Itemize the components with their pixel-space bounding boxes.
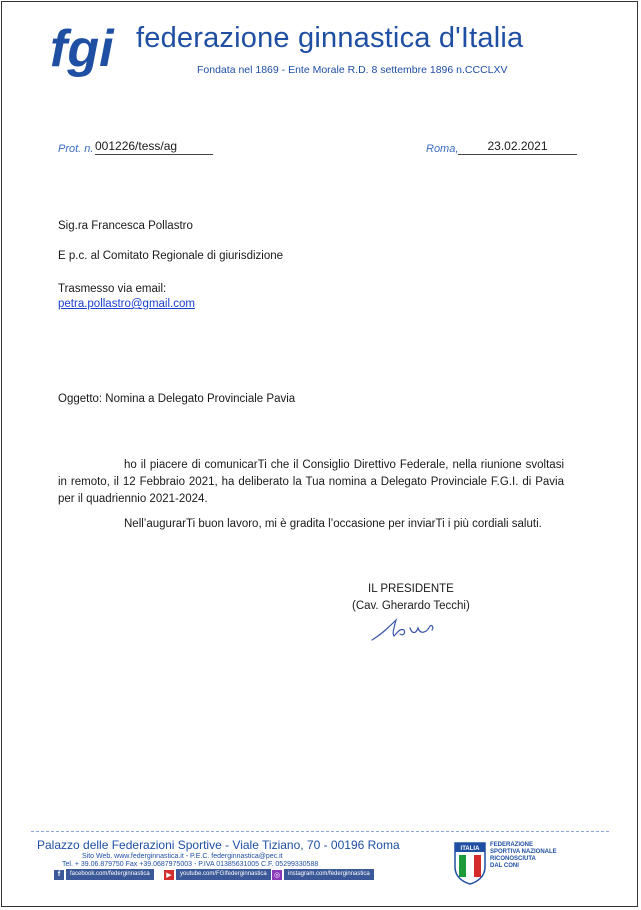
logo-text: fgi: [50, 20, 114, 78]
coni-badge-text: ITALIA: [460, 846, 480, 852]
coni-recognition-text: FEDERAZIONE SPORTIVA NAZIONALE RICONOSCIUTA DAL CONI: [490, 842, 557, 869]
prot-label: Prot. n.: [58, 143, 94, 155]
footer-phone-line: Tel. + 39.06.879750 Fax +39.0687975003 - P.IVA 01385631005 C.F. 05299330588: [62, 861, 319, 868]
prot-number: 001226/tess/ag: [95, 139, 213, 155]
footer-divider: [31, 831, 609, 832]
youtube-label: youtube.com/FGIfederginnastica: [176, 869, 271, 880]
coni-shield-logo: [453, 841, 487, 885]
letter-date: 23.02.2021: [458, 139, 577, 155]
signature-title: IL PRESIDENTE: [368, 583, 454, 595]
youtube-link[interactable]: [164, 869, 271, 880]
page-border: [1, 1, 638, 907]
recipient-email-link[interactable]: petra.pollastro@gmail.com: [58, 298, 195, 310]
instagram-icon: ◎: [273, 871, 281, 879]
facebook-icon: f: [54, 870, 64, 880]
federation-subtitle: Fondata nel 1869 - Ente Morale R.D. 8 settembre 1896 n.CCCLXV: [197, 64, 508, 76]
footer-address: Palazzo delle Federazioni Sportive - Viale Tiziano, 70 - 00196 Roma: [37, 838, 400, 852]
facebook-link[interactable]: [54, 869, 154, 880]
body-paragraph-1-text: ho il piacere di comunicarTi che il Consiglio Direttivo Federale, nella riunione svoltasi in remoto, il 12 Febbraio 2021, ha deliberato la Tua nomina a Delegato Provinciale F.G.I. di Pavia per il quadriennio 2021-2024.: [58, 459, 564, 505]
transmit-label: Trasmesso via email:: [58, 283, 167, 295]
body-paragraph-1: [58, 457, 564, 508]
fgi-logo: [48, 18, 126, 80]
signature-name: (Cav. Gherardo Tecchi): [352, 600, 470, 612]
recipient-name: Sig.ra Francesca Pollastro: [58, 220, 193, 232]
instagram-link[interactable]: [272, 869, 374, 880]
footer-web-line: Sito Web. www.federginnastica.it - P.E.C. federginnastica@pec.it: [82, 853, 283, 860]
instagram-label: instagram.com/federginnastica: [284, 869, 374, 880]
place-label: Roma,: [426, 143, 459, 155]
subject-line: Oggetto: Nomina a Delegato Provinciale Pavia: [58, 393, 296, 405]
federation-title: federazione ginnastica d'Italia: [136, 22, 524, 54]
facebook-label: facebook.com/federginnastica: [66, 869, 154, 880]
body-paragraph-2: Nell’augurarTi buon lavoro, mi è gradita l’occasione per inviarTi i più cordiali saluti.: [124, 518, 542, 530]
handwritten-signature: [370, 614, 440, 644]
cc-line: E p.c. al Comitato Regionale di giurisdizione: [58, 250, 284, 262]
youtube-icon: ▶: [164, 870, 174, 880]
